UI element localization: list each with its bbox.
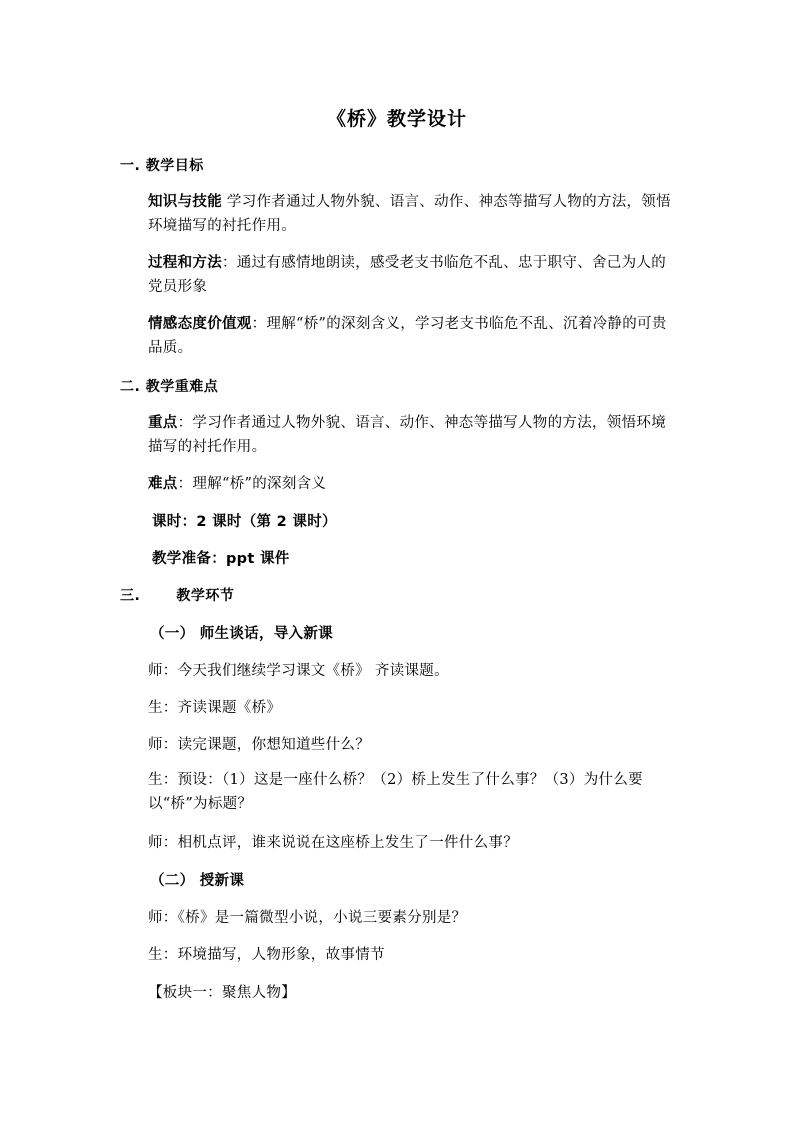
process-method-text: ：通过有感情地朗读，感受老支书临危不乱、忠于职守、舍己为人的党员形象: [148, 255, 666, 295]
difficult-point-paragraph: [148, 472, 678, 496]
section-heading-teaching-goals: [120, 155, 204, 175]
process-method-label: 过程和方法: [148, 255, 222, 271]
document-title: 《桥》教学设计: [326, 108, 467, 130]
teaching-preparation: 教学准备：ppt 课件: [152, 551, 290, 567]
section-title: 教学目标: [145, 158, 204, 174]
knowledge-skills-label: 知识与技能: [148, 194, 222, 210]
section-number: 一.: [120, 158, 141, 174]
difficult-point-label: 难点: [148, 476, 178, 492]
process-method-paragraph: [148, 251, 678, 299]
class-hours: 课时：2 课时（第 2 课时）: [152, 514, 337, 530]
knowledge-skills-text: 学习作者通过人物外貌、语言、动作、神态等描写人物的方法，领悟环境描写的衬托作用。: [148, 194, 671, 234]
section-number: 三.: [120, 588, 141, 604]
emotion-values-paragraph: [148, 312, 678, 360]
dialogue-line: 师：《桥》是一篇微型小说，小说三要素分别是？: [148, 910, 467, 926]
section-heading-teaching-steps: [120, 585, 234, 605]
student-prediction-paragraph: 生：预设：（1）这是一座什么桥？（2）桥上发生了什么事？（3）为什么要以“桥”为标题？: [148, 772, 643, 812]
section-title: 教学环节: [176, 588, 235, 604]
knowledge-skills-paragraph: [148, 190, 678, 238]
difficult-point-text: ：理解“桥”的深刻含义: [177, 476, 327, 492]
key-point-label: 重点: [148, 415, 178, 431]
part2-title: （二） 授新课: [150, 873, 245, 889]
board-section-title: 【板块一：聚焦人物】: [148, 985, 296, 1001]
key-point-paragraph: [148, 411, 678, 459]
emotion-values-label: 情感态度价值观: [148, 316, 252, 332]
emotion-values-text: ：理解“桥”的深刻含义，学习老支书临危不乱、沉着冷静的可贵品质。: [148, 316, 667, 356]
section-heading-key-points: [120, 376, 218, 396]
section-number: 二.: [120, 379, 141, 395]
dialogue-line: 师：今天我们继续学习课文《桥》 齐读课题。: [148, 663, 449, 679]
key-point-text: ：学习作者通过人物外貌、语言、动作、神态等描写人物的方法，领悟环境描写的衬托作用。: [148, 415, 667, 455]
dialogue-line: 生：齐读课题《桥》: [148, 700, 282, 716]
section-title: 教学重难点: [145, 379, 219, 395]
teacher-comment: 师：相机点评，谁来说说在这座桥上发生了一件什么事？: [148, 835, 518, 851]
dialogue-line: 生：环境描写，人物形象，故事情节: [148, 947, 385, 963]
part1-title: （一） 师生谈话，导入新课: [150, 626, 333, 642]
dialogue-line: 师：读完课题，你想知道些什么？: [148, 737, 370, 753]
